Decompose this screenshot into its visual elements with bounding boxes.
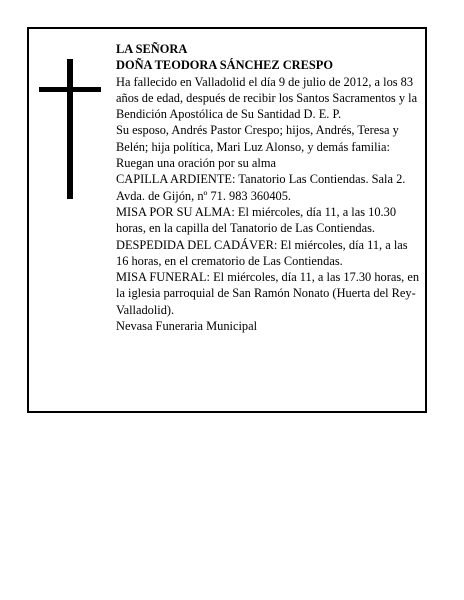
obituary-notice [27, 27, 427, 413]
misa-alma-paragraph [116, 204, 422, 237]
despedida-text: El miércoles, día 11, a las 16 horas, en el crematorio de Las Contiendas. [116, 237, 408, 268]
prayer-line: Ruegan una oración por su alma [116, 156, 276, 171]
notice-text [116, 41, 422, 334]
notice-title: LA SEÑORA [116, 42, 188, 56]
misa-funeral-text: El miércoles, día 11, a las 17.30 horas, en la iglesia parroquial de San Ramón Nonato (Huerta del Rey-Valladolid). [116, 270, 420, 317]
misa-funeral-paragraph [116, 269, 422, 318]
capilla-label: CAPILLA ARDIENTE: [116, 172, 236, 187]
capilla-paragraph [116, 171, 422, 204]
cross-icon [39, 59, 101, 199]
despedida-paragraph [116, 237, 422, 270]
family-paragraph: Su esposo, Andrés Pastor Crespo; hijos, Andrés, Teresa y Belén; hija política, Mari Luz Alonso, y demás familia: [116, 123, 399, 154]
misa-funeral-label: MISA FUNERAL: [116, 270, 210, 285]
deceased-name: DOÑA TEODORA SÁNCHEZ CRESPO [116, 58, 333, 73]
despedida-label: DESPEDIDA DEL CADÁVER: [116, 237, 278, 252]
capilla-text: Tanatorio Las Contiendas. Sala 2. Avda. de Gijón, nº 71. 983 360405. [116, 172, 406, 203]
funeral-home: Nevasa Funeraria Municipal [116, 319, 258, 334]
death-paragraph: Ha fallecido en Valladolid el día 9 de julio de 2012, a los 83 años de edad, después de recibir los Santos Sacramentos y la Bendición Apostólica de Su Santidad D. E. P. [116, 74, 418, 122]
misa-alma-label: MISA POR SU ALMA: [116, 204, 235, 219]
cross-vertical-bar [67, 59, 73, 199]
cross-horizontal-bar [39, 87, 101, 92]
misa-alma-text: El miércoles, día 11, a las 10.30 horas, en la capilla del Tanatorio de Las Contiendas. [116, 204, 397, 236]
